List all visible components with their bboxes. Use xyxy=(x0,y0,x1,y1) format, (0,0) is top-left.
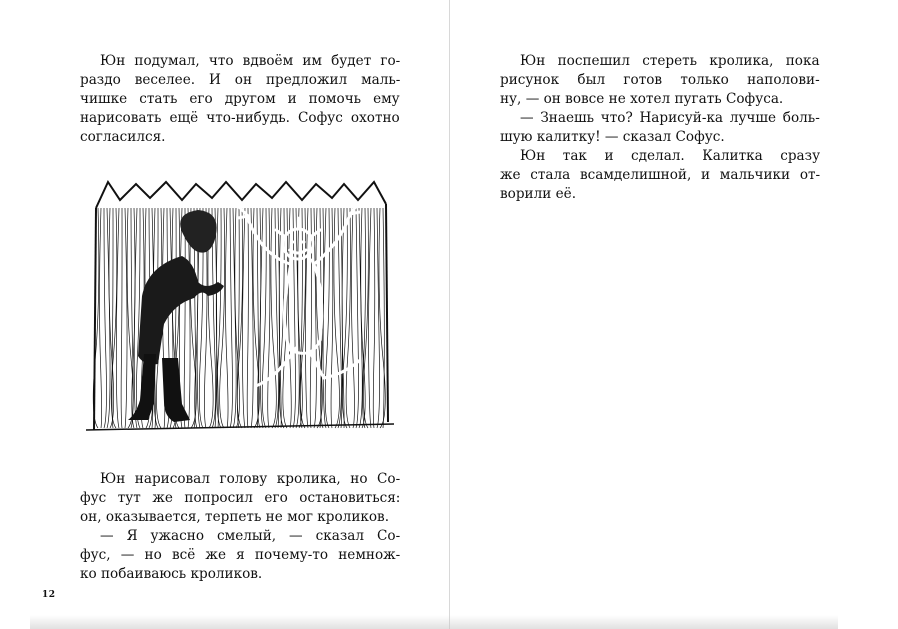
left-paragraph-2 xyxy=(80,470,400,584)
text-line: ко побаиваюсь кроликов. xyxy=(80,566,263,582)
text-line: Юн поспешил стереть кролика, пока xyxy=(520,53,820,69)
left-paragraph-1 xyxy=(80,52,400,147)
text-line: фус, — но всё же я почему-то немнож- xyxy=(80,547,401,563)
text-line: раздо веселее. И он предложил маль- xyxy=(80,72,401,88)
text-line: же стала всамделишной, и мальчики от- xyxy=(500,167,821,183)
fence-drawing-illustration xyxy=(86,178,396,440)
right-paragraph-1 xyxy=(500,52,820,204)
fence-top-edge xyxy=(96,182,386,208)
text-line: чишке стать его другом и помочь ему xyxy=(80,91,400,107)
text-line: рисунок был готов только наполови- xyxy=(500,72,820,88)
page-bottom-shadow xyxy=(30,615,838,629)
text-line: нарисовать ещё что-нибудь. Софус охотно xyxy=(80,110,400,126)
right-page xyxy=(450,0,898,629)
text-line: — Я ужасно смелый, — сказал Со- xyxy=(100,528,401,544)
text-line: Юн подумал, что вдвоём им будет го- xyxy=(100,53,401,69)
page-number: 12 xyxy=(42,590,56,600)
text-line: ну, — он вовсе не хотел пугать Софуса. xyxy=(500,91,784,107)
text-line: Юн так и сделал. Калитка сразу xyxy=(520,148,821,164)
text-line: Юн нарисовал голову кролика, но Со- xyxy=(100,471,401,487)
text-line: он, оказывается, терпеть не мог кроликов. xyxy=(80,509,390,525)
text-line: шую калитку! — сказал Софус. xyxy=(500,129,725,145)
text-line: согласился. xyxy=(80,129,166,145)
text-line: — Знаешь что? Нарисуй-ка лучше боль- xyxy=(520,110,820,126)
text-line: фус тут же попросил его остановиться: xyxy=(80,490,401,506)
text-line: ворили её. xyxy=(500,186,577,202)
